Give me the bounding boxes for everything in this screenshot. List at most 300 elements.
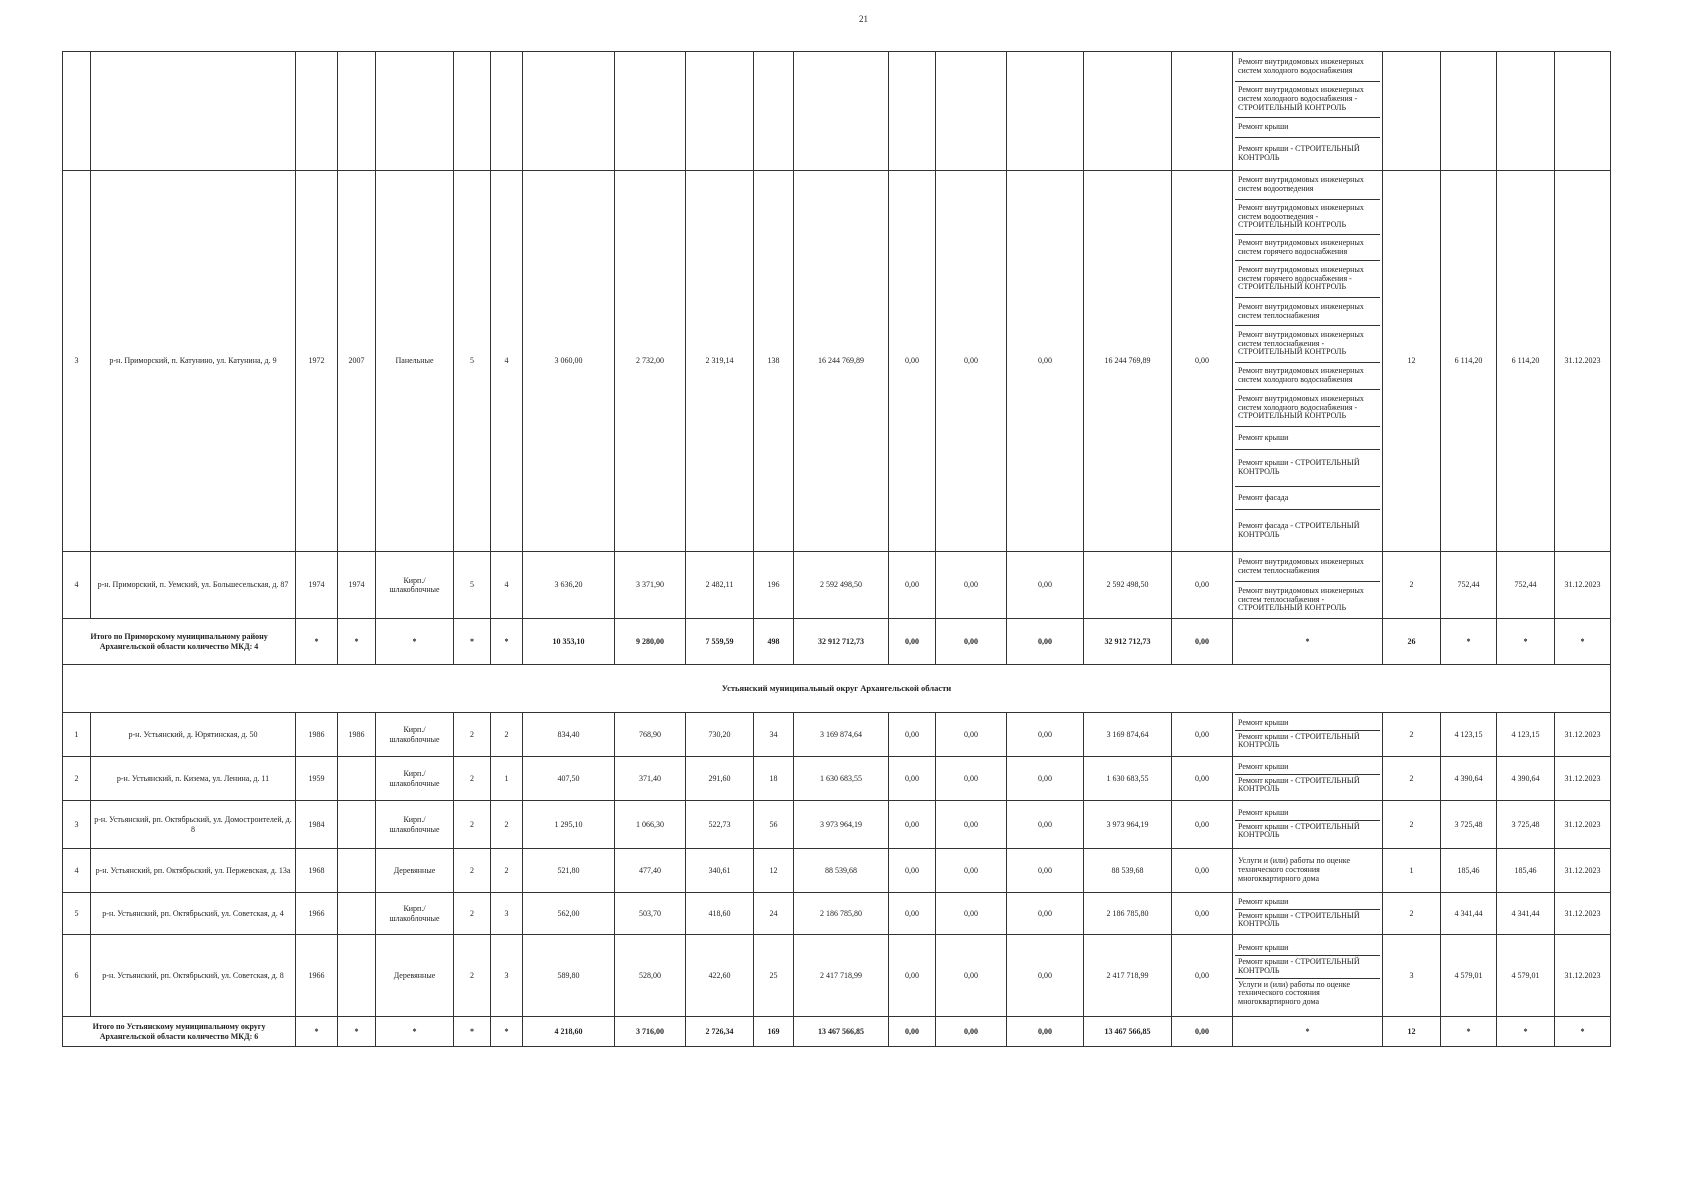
work-item-text: Услуги и (или) работы по оценке технического состояния многоквартирного дома: [1238, 979, 1350, 1007]
work-item: [1235, 200, 1380, 235]
row-number: 4: [63, 552, 91, 619]
work-item: [1235, 298, 1380, 326]
cell-wall: *: [376, 1017, 454, 1047]
cell-total: 88 539,68: [794, 849, 889, 893]
works-cell: [1233, 893, 1383, 935]
cell-f2: 0,00: [936, 849, 1007, 893]
cell-f5: 0,00: [1172, 552, 1233, 619]
cell-res: 169: [754, 1017, 794, 1047]
work-item: [1235, 487, 1380, 510]
cell-f5: 0,00: [1172, 801, 1233, 849]
cell-floors: 2: [454, 801, 491, 849]
cell-f3: 0,00: [1007, 619, 1084, 665]
cell-wall: *: [376, 619, 454, 665]
cell-floors: 2: [454, 893, 491, 935]
work-item-text: Ремонт крыши: [1238, 807, 1289, 817]
cell-ent: 4: [491, 552, 523, 619]
address-cell: р-н. Устьянский, рп. Октябрьский, ул. Советская, д. 8: [91, 935, 296, 1017]
works-count: 2: [1383, 713, 1441, 757]
cost-limit: 185,46: [1497, 849, 1555, 893]
work-item: [1235, 363, 1380, 390]
cell-f4: [1084, 52, 1172, 171]
cell-y1: 1984: [296, 801, 338, 849]
completion-date: 31.12.2023: [1555, 849, 1611, 893]
cell-f3: 0,00: [1007, 801, 1084, 849]
completion-date: *: [1555, 619, 1611, 665]
works-count: 2: [1383, 757, 1441, 801]
completion-date: 31.12.2023: [1555, 171, 1611, 552]
work-item: [1235, 761, 1380, 775]
work-item-text: Ремонт внутридомовых инженерных систем водоотведения: [1238, 175, 1364, 193]
cell-wall: Кирп./ шлакоблочные: [376, 757, 454, 801]
cost-per-sqm: *: [1441, 1017, 1497, 1047]
works-count: 2: [1383, 893, 1441, 935]
works-count: [1383, 52, 1441, 171]
work-item-text: Ремонт внутридомовых инженерных систем холодного водоснабжения - СТРОИТЕЛЬНЫЙ КОНТРОЛЬ: [1238, 85, 1364, 112]
completion-date: 31.12.2023: [1555, 893, 1611, 935]
works-count: 26: [1383, 619, 1441, 665]
work-item: [1235, 510, 1380, 551]
cell-floors: [454, 52, 491, 171]
address-cell: р-н. Устьянский, д. Юрятинская, д. 50: [91, 713, 296, 757]
cell-a2: 2 732,00: [615, 171, 686, 552]
work-item: [1235, 582, 1380, 618]
page-number: 21: [859, 14, 868, 24]
completion-date: 31.12.2023: [1555, 801, 1611, 849]
cost-per-sqm: 4 579,01: [1441, 935, 1497, 1017]
cell-y1: 1972: [296, 171, 338, 552]
cell-a1: 4 218,60: [523, 1017, 615, 1047]
work-item-text: Ремонт крыши: [1238, 943, 1289, 953]
cost-per-sqm: 4 123,15: [1441, 713, 1497, 757]
cell-f1: 0,00: [889, 171, 936, 552]
cost-limit: 4 579,01: [1497, 935, 1555, 1017]
cell-total: 1 630 683,55: [794, 757, 889, 801]
work-item-text: Ремонт внутридомовых инженерных систем горячего водоснабжения: [1238, 237, 1364, 256]
total-row: [63, 619, 1611, 665]
cell-f1: [889, 52, 936, 171]
works-count: 2: [1383, 801, 1441, 849]
works-cell: [1233, 52, 1383, 171]
table-row: [63, 552, 1611, 619]
cell-wall: Деревянные: [376, 849, 454, 893]
work-item: [1235, 235, 1380, 261]
work-item: [1235, 171, 1380, 200]
work-item-text: Ремонт крыши - СТРОИТЕЛЬНЫЙ КОНТРОЛЬ: [1238, 956, 1360, 975]
cell-ent: 3: [491, 935, 523, 1017]
cell-res: 138: [754, 171, 794, 552]
cell-floors: 2: [454, 849, 491, 893]
cell-wall: Панельные: [376, 171, 454, 552]
cell-total: 2 186 785,80: [794, 893, 889, 935]
cell-ent: 2: [491, 801, 523, 849]
cell-f2: 0,00: [936, 552, 1007, 619]
row-number: 6: [63, 935, 91, 1017]
address-cell: [91, 52, 296, 171]
cell-a1: 10 353,10: [523, 619, 615, 665]
work-item-text: Ремонт внутридомовых инженерных систем теплоснабжения: [1238, 301, 1364, 320]
completion-date: [1555, 52, 1611, 171]
cost-limit: 6 114,20: [1497, 171, 1555, 552]
cell-total: 3 973 964,19: [794, 801, 889, 849]
cell-f1: 0,00: [889, 849, 936, 893]
table-row: [63, 713, 1611, 757]
cell-a3: 522,73: [686, 801, 754, 849]
cell-ent: 3: [491, 893, 523, 935]
cell-y1: 1959: [296, 757, 338, 801]
cell-a2: 3 716,00: [615, 1017, 686, 1047]
cell-y2: 1974: [338, 552, 376, 619]
work-item-text: Ремонт внутридомовых инженерных систем теплоснабжения: [1238, 556, 1364, 575]
work-item: [1235, 138, 1380, 170]
address-cell: р-н. Устьянский, рп. Октябрьский, ул. Советская, д. 4: [91, 893, 296, 935]
address-cell: р-н. Приморский, п. Уемский, ул. Большесельская, д. 87: [91, 552, 296, 619]
cost-limit: 4 123,15: [1497, 713, 1555, 757]
cost-per-sqm: 752,44: [1441, 552, 1497, 619]
cell-f5: 0,00: [1172, 893, 1233, 935]
work-item-text: Ремонт фасада: [1238, 492, 1289, 502]
work-item-text: Ремонт внутридомовых инженерных систем холодного водоснабжения: [1238, 56, 1364, 75]
cell-a1: 521,80: [523, 849, 615, 893]
cell-y2: [338, 849, 376, 893]
cell-f3: 0,00: [1007, 1017, 1084, 1047]
works-count: 3: [1383, 935, 1441, 1017]
cell-f1: 0,00: [889, 713, 936, 757]
works-cell: *: [1233, 1017, 1383, 1047]
cell-res: 498: [754, 619, 794, 665]
cell-a3: 730,20: [686, 713, 754, 757]
cell-f5: 0,00: [1172, 171, 1233, 552]
cost-per-sqm: 185,46: [1441, 849, 1497, 893]
completion-date: 31.12.2023: [1555, 713, 1611, 757]
cost-per-sqm: 4 341,44: [1441, 893, 1497, 935]
completion-date: 31.12.2023: [1555, 935, 1611, 1017]
cell-a3: 2 482,11: [686, 552, 754, 619]
cell-f1: 0,00: [889, 757, 936, 801]
cell-f5: 0,00: [1172, 935, 1233, 1017]
work-item: [1235, 82, 1380, 118]
cell-f2: 0,00: [936, 713, 1007, 757]
cell-f3: 0,00: [1007, 893, 1084, 935]
cell-a1: 1 295,10: [523, 801, 615, 849]
cost-limit: *: [1497, 619, 1555, 665]
cell-a2: [615, 52, 686, 171]
works-cell: [1233, 757, 1383, 801]
cell-y1: [296, 52, 338, 171]
cell-y2: 2007: [338, 171, 376, 552]
cell-f2: [936, 52, 1007, 171]
table-row: [63, 757, 1611, 801]
cell-f1: 0,00: [889, 619, 936, 665]
works-count: 2: [1383, 552, 1441, 619]
cell-f3: 0,00: [1007, 552, 1084, 619]
work-item-text: Ремонт внутридомовых инженерных систем теплоснабжения - СТРОИТЕЛЬНЫЙ КОНТРОЛЬ: [1238, 329, 1364, 357]
cell-a1: 3 636,20: [523, 552, 615, 619]
table-row: [63, 171, 1611, 552]
cell-ent: 1: [491, 757, 523, 801]
cell-total: 2 592 498,50: [794, 552, 889, 619]
cell-a3: 7 559,59: [686, 619, 754, 665]
cell-a2: 528,00: [615, 935, 686, 1017]
cell-a3: 291,60: [686, 757, 754, 801]
cell-res: 25: [754, 935, 794, 1017]
cell-res: 24: [754, 893, 794, 935]
cell-y2: [338, 893, 376, 935]
address-cell: р-н. Приморский, п. Катунино, ул. Катунина, д. 9: [91, 171, 296, 552]
cell-ent: [491, 52, 523, 171]
work-item-text: Ремонт крыши: [1238, 122, 1289, 132]
cell-f3: 0,00: [1007, 849, 1084, 893]
work-item: [1235, 427, 1380, 450]
cell-total: 3 169 874,64: [794, 713, 889, 757]
cell-f4: 3 973 964,19: [1084, 801, 1172, 849]
table-row: [63, 801, 1611, 849]
cell-a1: [523, 52, 615, 171]
cell-y1: 1968: [296, 849, 338, 893]
repair-program-table: [62, 51, 1611, 1047]
cell-f4: 3 169 874,64: [1084, 713, 1172, 757]
row-number: 3: [63, 801, 91, 849]
cell-f3: 0,00: [1007, 171, 1084, 552]
cell-y2: 1986: [338, 713, 376, 757]
cell-f5: 0,00: [1172, 1017, 1233, 1047]
cell-f4: 32 912 712,73: [1084, 619, 1172, 665]
cell-f3: [1007, 52, 1084, 171]
table-row: [63, 935, 1611, 1017]
work-item: [1235, 118, 1380, 138]
cell-f4: 1 630 683,55: [1084, 757, 1172, 801]
cell-f2: 0,00: [936, 171, 1007, 552]
cell-floors: 2: [454, 935, 491, 1017]
cell-a3: 2 726,34: [686, 1017, 754, 1047]
cell-res: 12: [754, 849, 794, 893]
cell-y1: *: [296, 1017, 338, 1047]
cell-a2: 371,40: [615, 757, 686, 801]
work-item: [1235, 855, 1380, 885]
cost-limit: 4 341,44: [1497, 893, 1555, 935]
cell-a1: 562,00: [523, 893, 615, 935]
cell-y2: [338, 52, 376, 171]
cell-f5: [1172, 52, 1233, 171]
work-item-text: Ремонт крыши - СТРОИТЕЛЬНЫЙ КОНТРОЛЬ: [1238, 821, 1360, 840]
work-item-text: Ремонт внутридомовых инженерных систем холодного водоснабжения - СТРОИТЕЛЬНЫЙ КОНТРОЛЬ: [1238, 393, 1364, 421]
cell-a1: 834,40: [523, 713, 615, 757]
completion-date: 31.12.2023: [1555, 552, 1611, 619]
total-label: Итого по Устьянскому муниципальному округу Архангельской области количество МКД: 6: [63, 1017, 296, 1047]
work-item-text: Ремонт крыши: [1238, 717, 1289, 727]
works-cell: [1233, 935, 1383, 1017]
cell-y1: 1966: [296, 935, 338, 1017]
cell-y1: 1974: [296, 552, 338, 619]
cell-total: 13 467 566,85: [794, 1017, 889, 1047]
work-item: [1235, 326, 1380, 363]
cell-f1: 0,00: [889, 893, 936, 935]
cell-f4: 16 244 769,89: [1084, 171, 1172, 552]
cost-limit: 752,44: [1497, 552, 1555, 619]
cell-f4: 2 417 718,99: [1084, 935, 1172, 1017]
cell-floors: 2: [454, 757, 491, 801]
works-count: 12: [1383, 1017, 1441, 1047]
work-item: [1235, 775, 1380, 797]
cost-limit: [1497, 52, 1555, 171]
section-title: Устьянский муниципальный округ Архангельской области: [63, 665, 1611, 713]
cell-a3: 340,61: [686, 849, 754, 893]
cell-wall: [376, 52, 454, 171]
work-item-text: Ремонт крыши - СТРОИТЕЛЬНЫЙ КОНТРОЛЬ: [1238, 458, 1360, 476]
work-item: [1235, 896, 1380, 910]
cell-floors: 2: [454, 713, 491, 757]
work-item: [1235, 942, 1380, 956]
address-cell: р-н. Устьянский, п. Кизема, ул. Ленина, д. 11: [91, 757, 296, 801]
cell-res: 56: [754, 801, 794, 849]
cell-a2: 503,70: [615, 893, 686, 935]
cell-wall: Кирп./ шлакоблочные: [376, 893, 454, 935]
cell-a1: 589,80: [523, 935, 615, 1017]
work-item-text: Ремонт внутридомовых инженерных систем холодного водоснабжения: [1238, 366, 1364, 384]
cell-total: 32 912 712,73: [794, 619, 889, 665]
work-item: [1235, 261, 1380, 298]
cell-floors: 5: [454, 552, 491, 619]
cell-wall: Кирп./ шлакоблочные: [376, 713, 454, 757]
cell-a1: 3 060,00: [523, 171, 615, 552]
cell-total: 2 417 718,99: [794, 935, 889, 1017]
cell-f5: 0,00: [1172, 713, 1233, 757]
cell-a3: 418,60: [686, 893, 754, 935]
cell-wall: Кирп./ шлакоблочные: [376, 801, 454, 849]
cost-per-sqm: [1441, 52, 1497, 171]
cell-total: 16 244 769,89: [794, 171, 889, 552]
cell-ent: *: [491, 619, 523, 665]
cell-f4: 2 592 498,50: [1084, 552, 1172, 619]
cell-f1: 0,00: [889, 935, 936, 1017]
cell-f4: 88 539,68: [1084, 849, 1172, 893]
cell-floors: *: [454, 1017, 491, 1047]
cell-res: [754, 52, 794, 171]
work-item: [1235, 450, 1380, 487]
row-number: 4: [63, 849, 91, 893]
table-row: [63, 52, 1611, 171]
cell-a3: 422,60: [686, 935, 754, 1017]
cell-f3: 0,00: [1007, 713, 1084, 757]
cell-a2: 768,90: [615, 713, 686, 757]
cost-limit: 4 390,64: [1497, 757, 1555, 801]
cell-y2: *: [338, 1017, 376, 1047]
completion-date: 31.12.2023: [1555, 757, 1611, 801]
cell-ent: 2: [491, 849, 523, 893]
row-number: 3: [63, 171, 91, 552]
work-item-text: Ремонт крыши: [1238, 761, 1289, 771]
cost-per-sqm: 4 390,64: [1441, 757, 1497, 801]
cell-floors: *: [454, 619, 491, 665]
row-number: 1: [63, 713, 91, 757]
cell-a2: 1 066,30: [615, 801, 686, 849]
cell-y1: 1966: [296, 893, 338, 935]
works-cell: [1233, 801, 1383, 849]
cell-f4: 2 186 785,80: [1084, 893, 1172, 935]
work-item-text: Ремонт крыши - СТРОИТЕЛЬНЫЙ КОНТРОЛЬ: [1238, 910, 1360, 929]
work-item: [1235, 910, 1380, 932]
cell-res: 34: [754, 713, 794, 757]
row-number: [63, 52, 91, 171]
works-cell: [1233, 171, 1383, 552]
cell-f5: 0,00: [1172, 619, 1233, 665]
works-cell: *: [1233, 619, 1383, 665]
cell-f2: 0,00: [936, 757, 1007, 801]
address-cell: р-н. Устьянский, рп. Октябрьский, ул. Домостроителей, д. 8: [91, 801, 296, 849]
table-row: [63, 849, 1611, 893]
cell-wall: Деревянные: [376, 935, 454, 1017]
works-cell: [1233, 552, 1383, 619]
cell-a2: 477,40: [615, 849, 686, 893]
cell-y2: [338, 757, 376, 801]
completion-date: *: [1555, 1017, 1611, 1047]
cell-f2: 0,00: [936, 801, 1007, 849]
cell-res: 196: [754, 552, 794, 619]
cell-res: 18: [754, 757, 794, 801]
cost-limit: 3 725,48: [1497, 801, 1555, 849]
work-item-text: Услуги и (или) работы по оценке технического состояния многоквартирного дома: [1238, 856, 1350, 883]
work-item-text: Ремонт внутридомовых инженерных систем водоотведения - СТРОИТЕЛЬНЫЙ КОНТРОЛЬ: [1238, 202, 1364, 230]
cell-f2: 0,00: [936, 1017, 1007, 1047]
cost-per-sqm: 6 114,20: [1441, 171, 1497, 552]
row-number: 2: [63, 757, 91, 801]
work-item: [1235, 390, 1380, 427]
address-cell: р-н. Устьянский, рп. Октябрьский, ул. Пержевская, д. 13а: [91, 849, 296, 893]
total-label: Итого по Приморскому муниципальному району Архангельской области количество МКД: 4: [63, 619, 296, 665]
cell-y1: 1986: [296, 713, 338, 757]
cell-y2: *: [338, 619, 376, 665]
works-count: 12: [1383, 171, 1441, 552]
cell-ent: 2: [491, 713, 523, 757]
cell-y2: [338, 935, 376, 1017]
work-item-text: Ремонт крыши: [1238, 432, 1289, 442]
work-item-text: Ремонт крыши: [1238, 896, 1289, 906]
cell-a1: 407,50: [523, 757, 615, 801]
cell-f3: 0,00: [1007, 935, 1084, 1017]
cell-f2: 0,00: [936, 893, 1007, 935]
cost-limit: *: [1497, 1017, 1555, 1047]
work-item-text: Ремонт крыши - СТРОИТЕЛЬНЫЙ КОНТРОЛЬ: [1238, 775, 1360, 794]
cell-f4: 13 467 566,85: [1084, 1017, 1172, 1047]
works-cell: [1233, 713, 1383, 757]
cell-wall: Кирп./ шлакоблочные: [376, 552, 454, 619]
cell-a2: 9 280,00: [615, 619, 686, 665]
cell-ent: 4: [491, 171, 523, 552]
work-item: [1235, 979, 1380, 1009]
work-item: [1235, 552, 1380, 582]
row-number: 5: [63, 893, 91, 935]
cell-floors: 5: [454, 171, 491, 552]
cell-f5: 0,00: [1172, 849, 1233, 893]
work-item-text: Ремонт внутридомовых инженерных систем горячего водоснабжения - СТРОИТЕЛЬНЫЙ КОНТРОЛЬ: [1238, 264, 1364, 292]
cell-total: [794, 52, 889, 171]
work-item: [1235, 52, 1380, 82]
work-item: [1235, 956, 1380, 979]
cell-ent: *: [491, 1017, 523, 1047]
works-cell: [1233, 849, 1383, 893]
cost-per-sqm: 3 725,48: [1441, 801, 1497, 849]
work-item-text: Ремонт крыши - СТРОИТЕЛЬНЫЙ КОНТРОЛЬ: [1238, 144, 1360, 162]
cell-f1: 0,00: [889, 801, 936, 849]
work-item-text: Ремонт фасада - СТРОИТЕЛЬНЫЙ КОНТРОЛЬ: [1238, 520, 1360, 539]
cell-f1: 0,00: [889, 1017, 936, 1047]
work-item: [1235, 731, 1380, 753]
cell-f2: 0,00: [936, 619, 1007, 665]
table-row: [63, 893, 1611, 935]
cell-y1: *: [296, 619, 338, 665]
cell-a3: [686, 52, 754, 171]
work-item-text: Ремонт крыши - СТРОИТЕЛЬНЫЙ КОНТРОЛЬ: [1238, 731, 1360, 750]
